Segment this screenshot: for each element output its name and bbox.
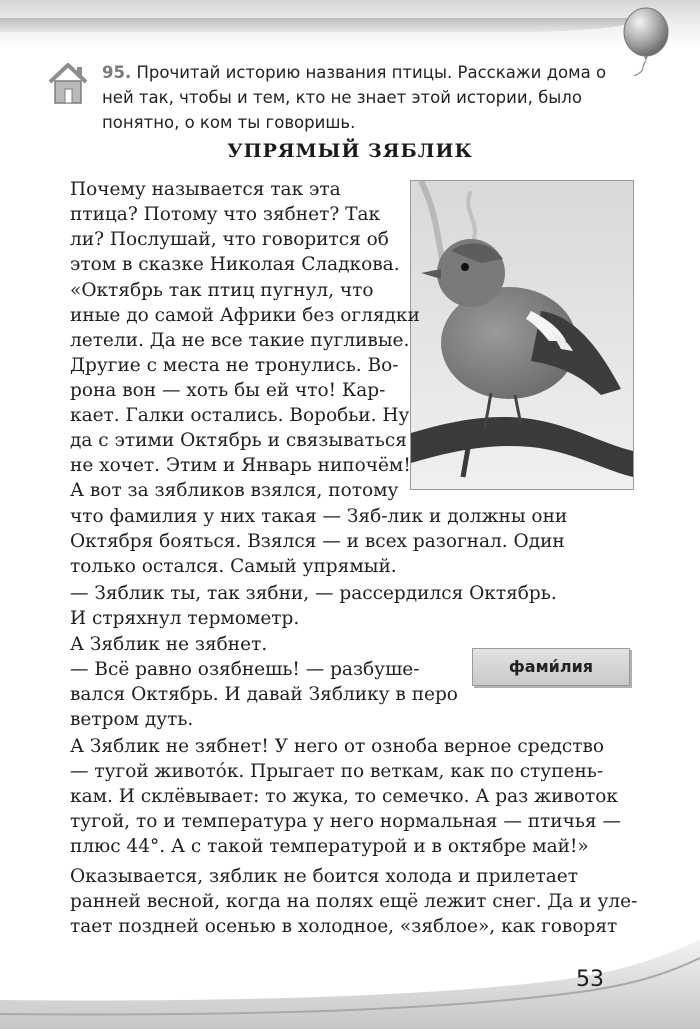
story-line: — Зяблик ты, так зябни, — рассердился Октябрь. [70,583,557,604]
story-line: ли? Послушай, что говорится об [70,229,389,250]
story-line: — Всё равно озябнешь! — разбуше- [70,659,420,680]
story-line: кает. Галки остались. Воробьи. Ну [70,405,410,426]
story-line: птица? Потому что зябнет? Так [70,204,381,225]
story-line: вался Октябрь. И давай Зяблику в перо [70,684,458,705]
story-line: Почему называется так эта [70,179,341,200]
story-line: — тугой живото́к. Прыгает по веткам, как по ступень- [70,761,604,782]
vocabulary-term-box: фами́лия [472,648,630,686]
story-line: этом в сказке Николая Сладкова. [70,254,400,275]
chaffinch-photo [410,180,634,490]
story-line: Октября бояться. Взялся — и всех разогнал. Один [70,531,565,552]
story-line: Другие с места не тронулись. Во- [70,355,399,376]
story-line: тугой, то и температура у него нормальная — птичья — [70,811,621,832]
home-icon [46,60,90,106]
story-line: только остался. Самый упрямый. [70,556,397,577]
header-stripe [0,18,640,32]
story-title: УПРЯМЫЙ ЗЯБЛИК [227,140,473,162]
page-number: 53 [576,967,604,992]
story-line: «Октябрь так птиц пугнул, что [70,280,374,301]
story-line: плюс 44°. А с такой температурой и в октябре май!» [70,836,589,857]
story-line: летели. Да не все такие пугливые. [70,330,410,351]
story-line: ранней весной, когда на полях ещё лежит снег. Да и уле- [70,891,638,912]
story-line: А вот за зябликов взялся, потому [70,480,399,501]
story-line: да с этими Октябрь и связываться [70,430,407,451]
story-line: ветром дуть. [70,709,194,730]
story-line: кам. И склёвывает: то жука, то семечко. А раз животок [70,786,618,807]
story-line: А Зяблик не зябнет. [70,634,268,655]
task-text: Прочитай историю названия птицы. Расскажи дома о ней так, чтобы и тем, кто не знает этой истории, было понятно, о ком ты говоришь. [102,63,607,132]
story-line: И стряхнул термометр. [70,608,300,629]
story-line: не хочет. Этим и Январь нипочём! [70,455,411,476]
task-instruction [102,60,642,135]
task-number: 95. [102,63,132,82]
story-line: рона вон — хоть бы ей что! Кар- [70,380,386,401]
story-line: А Зяблик не зябнет! У него от озноба верное средство [70,736,605,757]
story-line: тает поздней осенью в холодное, «зяблое», как говорят [70,916,618,937]
story-line: что фамилия у них такая — Зяб-лик и должны они [70,506,568,527]
story-line: иные до самой Африки без оглядки [70,305,420,326]
story-line: Оказывается, зяблик не боится холода и прилетает [70,866,578,887]
